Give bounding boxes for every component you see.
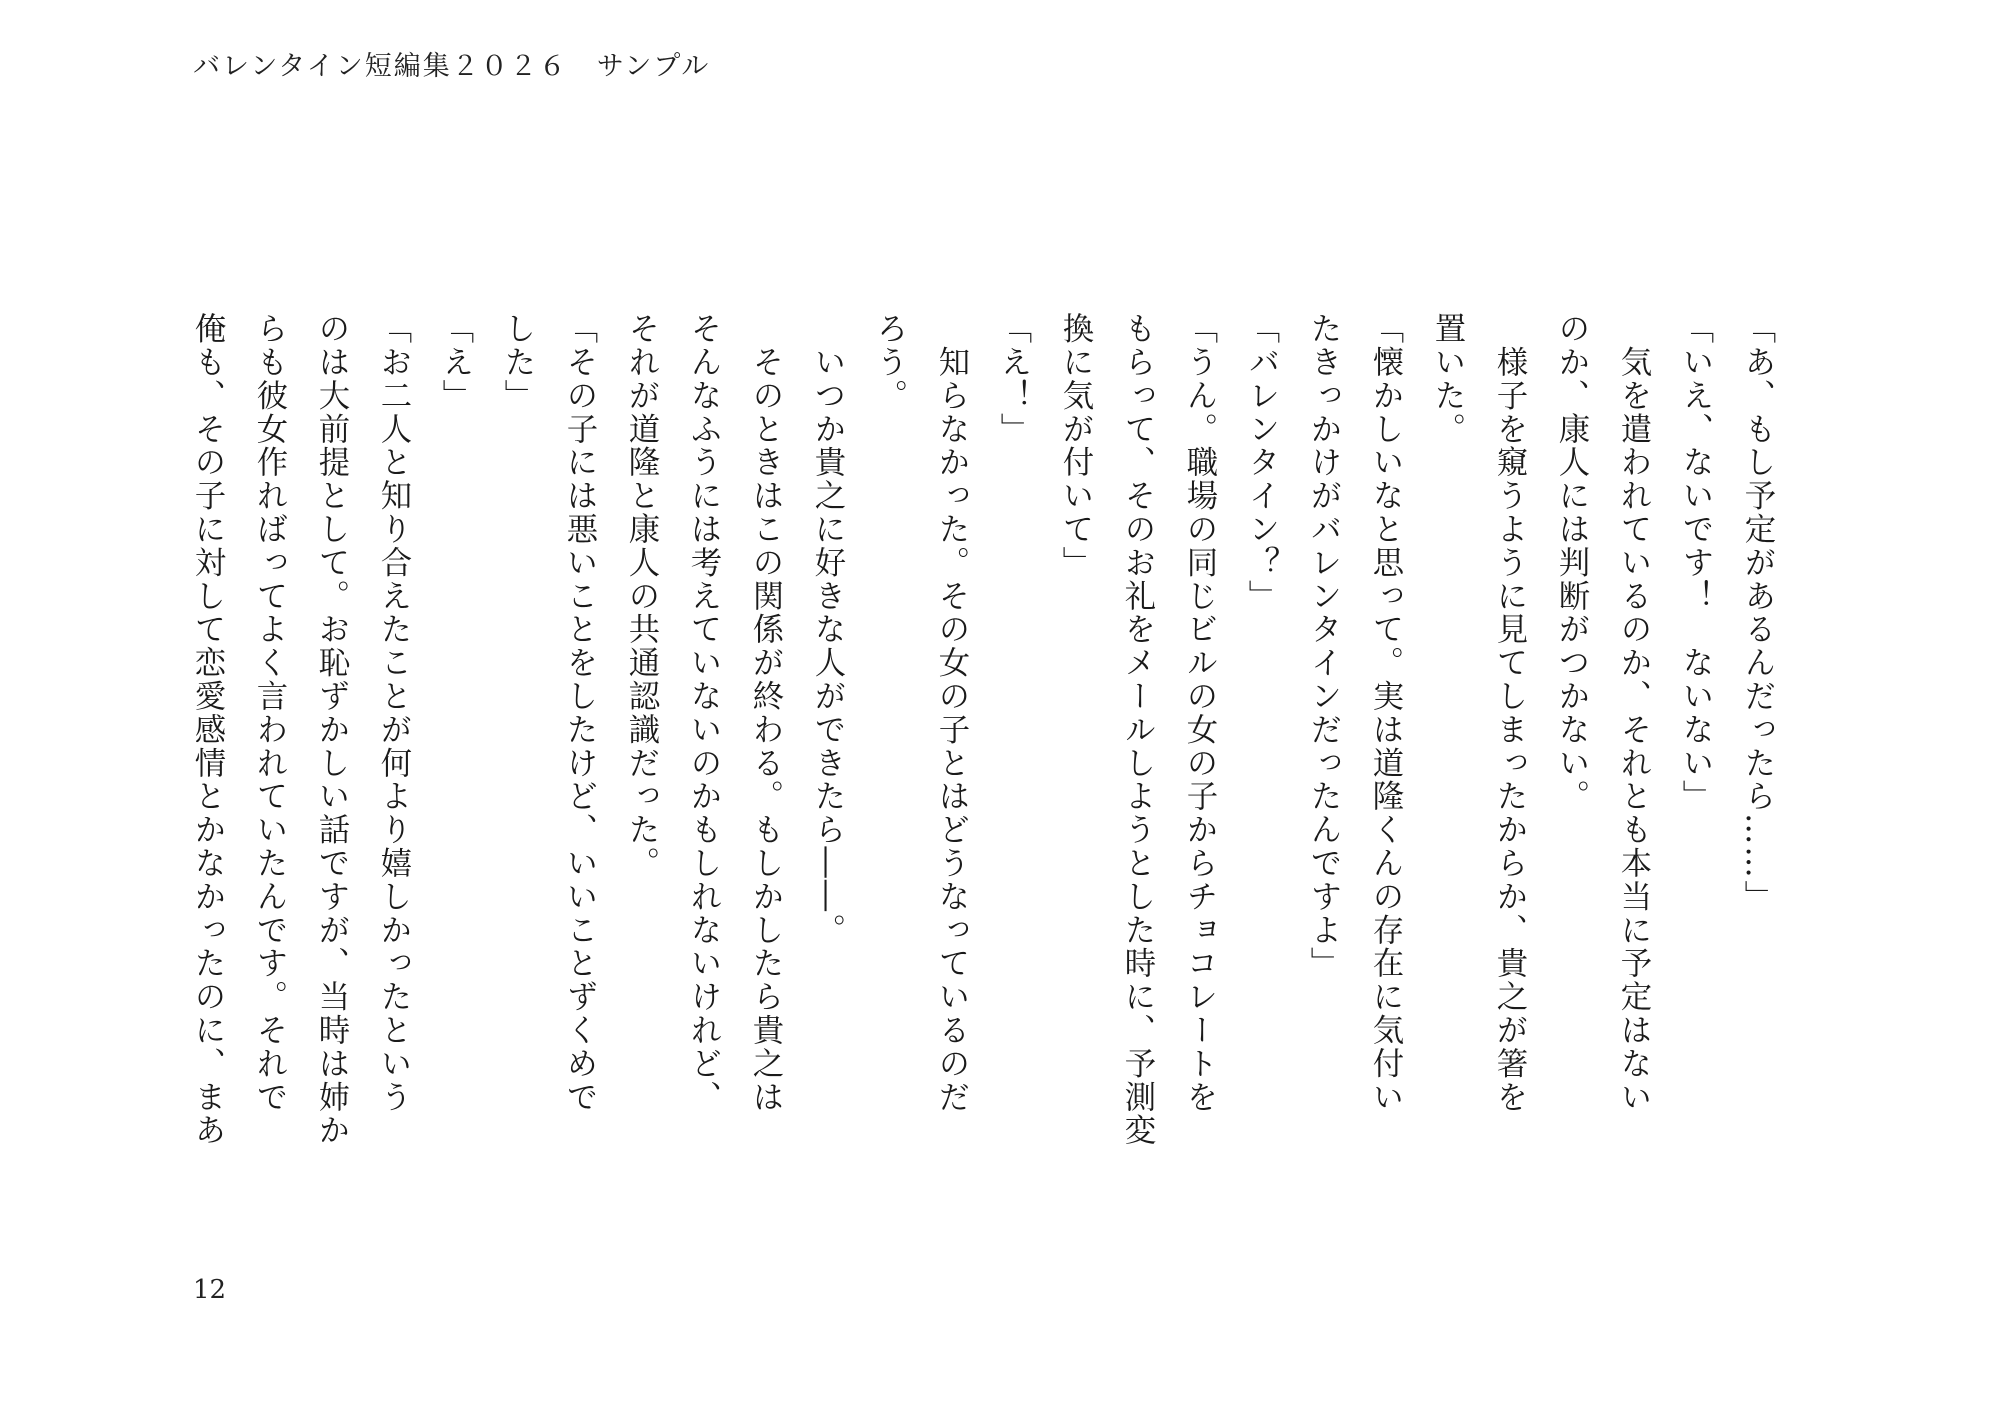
text-line: 知らなかった。その女の子とはどうなっているのだ: [933, 312, 969, 1114]
text-line: いつか貴之に好きな人ができたら――。: [809, 312, 845, 947]
vertical-body-text: [189, 312, 1788, 1152]
text-line: そのときはこの関係が終わる。もしかしたら貴之は: [747, 312, 783, 1114]
text-line: もらって、そのお礼をメールしようとした時に、予測変: [1119, 312, 1155, 1147]
text-line: 換に気が付いて」: [1057, 312, 1093, 580]
text-line: それが道隆と康人の共通認識だった。: [623, 312, 659, 880]
text-line: 気を遣われているのか、それとも本当に予定はない: [1615, 312, 1651, 1114]
text-line: した」: [499, 312, 535, 413]
text-line: 「え！」: [995, 312, 1031, 446]
text-line: 様子を窺うように見てしまったからか、貴之が箸を: [1491, 312, 1527, 1114]
running-header: バレンタイン短編集２０２６ サンプル: [193, 51, 711, 82]
text-line: ろう。: [871, 312, 907, 413]
text-line: のか、康人には判断がつかない。: [1553, 312, 1589, 813]
text-line: 「懐かしいなと思って。実は道隆くんの存在に気付い: [1367, 312, 1403, 1114]
text-line: 「その子には悪いことをしたけど、いいことずくめで: [561, 312, 597, 1114]
text-line: のは大前提として。お恥ずかしい話ですが、当時は姉か: [313, 312, 349, 1147]
text-line: 「あ、もし予定があるんだったら……」: [1739, 312, 1775, 914]
text-line: 置いた。: [1429, 312, 1465, 446]
text-line: 「お二人と知り合えたことが何より嬉しかったという: [375, 312, 411, 1114]
page-number: 12: [193, 1275, 227, 1305]
text-line: 「うん。職場の同じビルの女の子からチョコレートを: [1181, 312, 1217, 1114]
text-line: 「いえ、ないです！ ないない」: [1677, 312, 1713, 813]
text-line: 「バレンタイン？」: [1243, 312, 1279, 613]
text-line: らも彼女作ればってよく言われていたんです。それで: [251, 312, 287, 1114]
text-line: そんなふうには考えていないのかもしれないけれど、: [685, 312, 721, 1114]
text-line: たきっかけがバレンタインだったんですよ」: [1305, 312, 1341, 980]
text-line: 俺も、その子に対して恋愛感情とかなかったのに、まあ: [189, 312, 225, 1147]
text-line: 「え」: [437, 312, 473, 413]
